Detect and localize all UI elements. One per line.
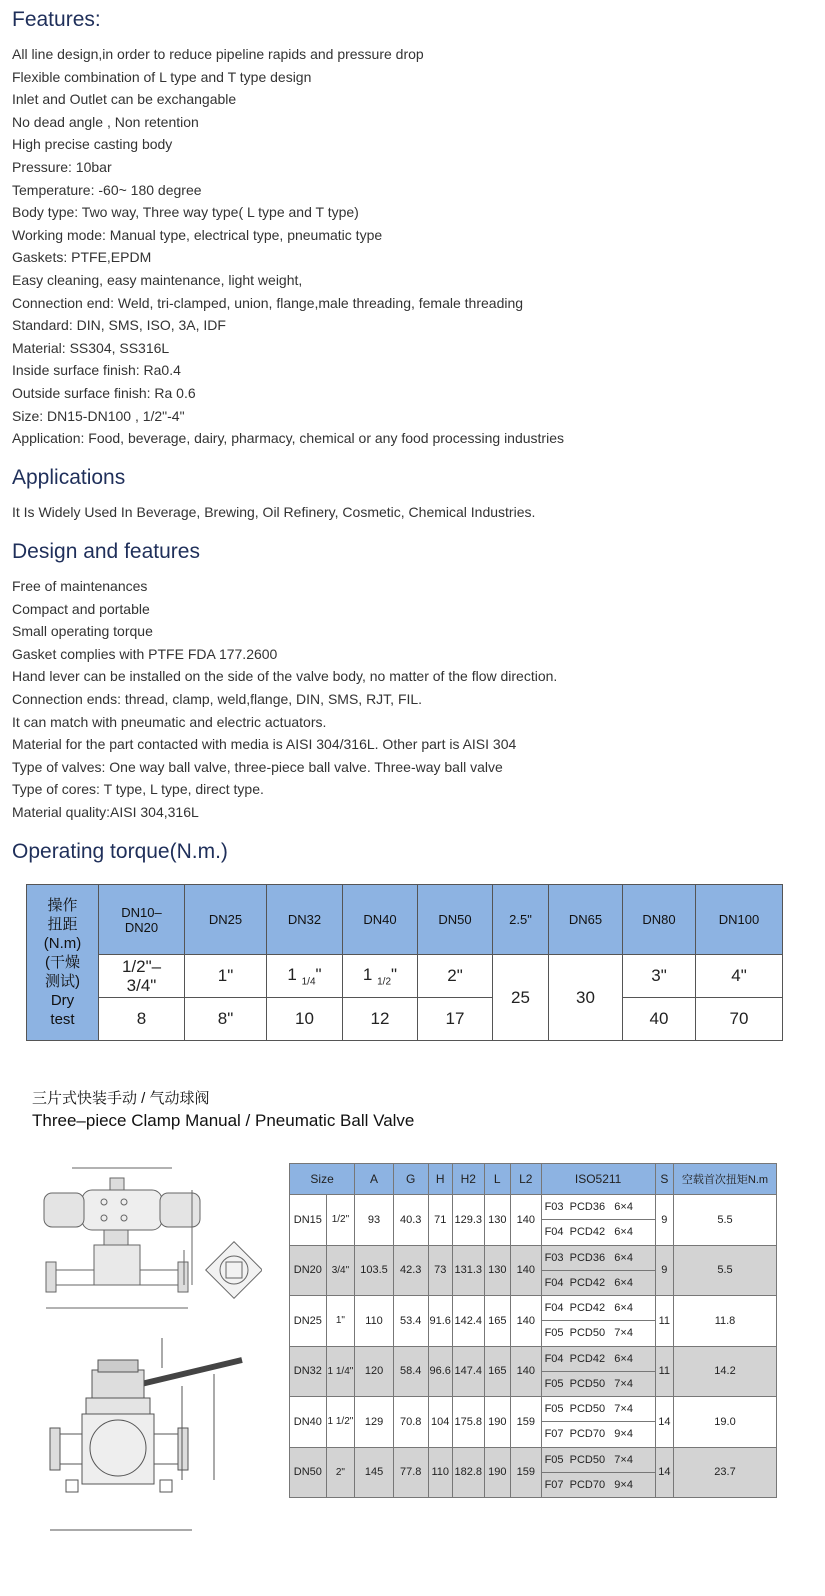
size-torque: 23.7 — [674, 1447, 777, 1498]
size-inch: 3/4" — [326, 1245, 355, 1296]
features-line: Size: DN15-DN100 , 1/2"-4" — [12, 407, 185, 424]
size-l: 190 — [484, 1447, 510, 1498]
features-line: Gaskets: PTFE,EPDM — [12, 249, 152, 266]
torque-value-4: 12 — [343, 998, 418, 1041]
size-s: 11 — [655, 1346, 673, 1397]
torque-header-dn100: DN100 — [696, 885, 783, 955]
features-line: Outside surface finish: Ra 0.6 — [12, 384, 196, 401]
size-iso5211: F05 PCD50 7×4 — [541, 1321, 655, 1346]
size-h: 91.6 — [428, 1296, 452, 1347]
torque-value-5: 17 — [418, 998, 493, 1041]
design-line: Free of maintenances — [12, 578, 148, 594]
size-h: 104 — [428, 1397, 452, 1448]
size-a: 110 — [355, 1296, 394, 1347]
features-line: High precise casting body — [12, 136, 173, 153]
size-header-a: A — [355, 1164, 394, 1195]
size-header-s: S — [655, 1164, 673, 1195]
size-inch: 1/2" — [326, 1195, 355, 1246]
size-l2: 140 — [511, 1346, 542, 1397]
size-dn: DN15 — [290, 1195, 327, 1246]
torque-inch-2: 1" — [185, 955, 267, 998]
size-header-h2: H2 — [452, 1164, 484, 1195]
features-line: All line design,in order to reduce pipeline rapids and pressure drop — [12, 46, 424, 62]
torque-merged-2-5: 25 — [493, 955, 549, 1041]
torque-value-2: 8" — [185, 998, 267, 1041]
size-iso5211: F04 PCD42 6×4 — [541, 1296, 655, 1321]
design-list — [12, 575, 557, 824]
size-s: 9 — [655, 1245, 673, 1296]
applications-list — [12, 501, 535, 524]
features-line: Application: Food, beverage, dairy, pharmacy, chemical or any food processing industries — [12, 430, 564, 447]
features-line: Body type: Two way, Three way type( L type and T type) — [12, 204, 359, 221]
pneumatic-valve-drawing — [32, 1160, 262, 1315]
torque-value-6: 40 — [623, 998, 696, 1041]
manual-valve-drawing — [32, 1330, 262, 1545]
size-h: 73 — [428, 1245, 452, 1296]
features-line: Working mode: Manual type, electrical type, pneumatic type — [12, 226, 383, 243]
size-iso5211: F05 PCD50 7×4 — [541, 1371, 655, 1396]
size-g: 77.8 — [393, 1447, 428, 1498]
product-title-en: Three–piece Clamp Manual / Pneumatic Ball Valve — [32, 1111, 415, 1130]
size-l: 130 — [484, 1195, 510, 1246]
size-iso5211: F05 PCD50 7×4 — [541, 1447, 655, 1472]
features-line: No dead angle , Non retention — [12, 113, 199, 130]
torque-header-dn32: DN32 — [267, 885, 343, 955]
torque-inch-4: 1 $_{1/2}$" — [343, 955, 418, 998]
torque-header-dn65: DN65 — [549, 885, 623, 955]
design-line: Type of valves: One way ball valve, three-piece ball valve. Three-way ball valve — [12, 758, 503, 775]
features-line: Inside surface finish: Ra0.4 — [12, 362, 181, 379]
size-dn: DN20 — [290, 1245, 327, 1296]
features-line: Standard: DIN, SMS, ISO, 3A, IDF — [12, 317, 226, 334]
size-l: 165 — [484, 1346, 510, 1397]
size-torque: 5.5 — [674, 1245, 777, 1296]
size-g: 40.3 — [393, 1195, 428, 1246]
size-h2: 175.8 — [452, 1397, 484, 1448]
size-l2: 159 — [511, 1397, 542, 1448]
features-line: Material: SS304, SS316L — [12, 339, 170, 356]
size-iso5211: F07 PCD70 9×4 — [541, 1422, 655, 1447]
torque-inch-5: 2" — [418, 955, 493, 998]
size-dn: DN25 — [290, 1296, 327, 1347]
torque-inch-3: 1 $_{1/4}$" — [267, 955, 343, 998]
size-h2: 129.3 — [452, 1195, 484, 1246]
size-g: 53.4 — [393, 1296, 428, 1347]
size-l: 190 — [484, 1397, 510, 1448]
size-h2: 147.4 — [452, 1346, 484, 1397]
product-title-cn: 三片式快装手动 / 气动球阀 — [32, 1090, 210, 1107]
size-header-h: H — [428, 1164, 452, 1195]
size-s: 14 — [655, 1397, 673, 1448]
features-line: Temperature: -60~ 180 degree — [12, 181, 202, 198]
size-header-l: L — [484, 1164, 510, 1195]
applications-line: It Is Widely Used In Beverage, Brewing, Oil Refinery, Cosmetic, Chemical Industries. — [12, 504, 536, 520]
design-line: Material for the part contacted with media is AISI 304/316L. Other part is AISI 304 — [12, 736, 517, 753]
design-line: Connection ends: thread, clamp, weld,flange, DIN, SMS, RJT, FIL. — [12, 690, 423, 707]
design-title: Design and features — [12, 540, 200, 563]
size-l2: 140 — [511, 1296, 542, 1347]
size-h: 110 — [428, 1447, 452, 1498]
size-iso5211: F03 PCD36 6×4 — [541, 1245, 655, 1270]
torque-table — [26, 884, 783, 1041]
size-iso5211: F07 PCD70 9×4 — [541, 1472, 655, 1497]
size-g: 70.8 — [393, 1397, 428, 1448]
size-g: 42.3 — [393, 1245, 428, 1296]
size-header-size: Size — [290, 1164, 355, 1195]
torque-header-dn10-dn20: DN10– DN20 — [99, 885, 185, 955]
torque-value-7: 70 — [696, 998, 783, 1041]
torque-value-3: 10 — [267, 998, 343, 1041]
size-inch: 1 1/2" — [326, 1397, 355, 1448]
torque-inch-1: 1/2"– 3/4" — [99, 955, 185, 998]
applications-title: Applications — [12, 466, 126, 489]
size-iso5211: F04 PCD42 6×4 — [541, 1270, 655, 1295]
size-header-iso5211: ISO5211 — [541, 1164, 655, 1195]
size-l2: 140 — [511, 1195, 542, 1246]
size-dn: DN50 — [290, 1447, 327, 1498]
size-iso5211: F05 PCD50 7×4 — [541, 1397, 655, 1422]
torque-header-dn25: DN25 — [185, 885, 267, 955]
torque-inch-6: 3" — [623, 955, 696, 998]
size-header-l2: L2 — [511, 1164, 542, 1195]
size-g: 58.4 — [393, 1346, 428, 1397]
design-line: Type of cores: T type, L type, direct type. — [12, 781, 264, 798]
torque-value-1: 8 — [99, 998, 185, 1041]
torque-header-dn50: DN50 — [418, 885, 493, 955]
design-line: Small operating torque — [12, 623, 153, 640]
size-a: 103.5 — [355, 1245, 394, 1296]
design-line: Gasket complies with PTFE FDA 177.2600 — [12, 645, 278, 662]
size-torque: 14.2 — [674, 1346, 777, 1397]
design-line: Hand lever can be installed on the side of the valve body, no matter of the flow direction. — [12, 668, 558, 685]
torque-merged-dn65: 30 — [549, 955, 623, 1041]
size-iso5211: F04 PCD42 6×4 — [541, 1346, 655, 1371]
size-inch: 1" — [326, 1296, 355, 1347]
features-line: Connection end: Weld, tri-clamped, union, flange,male threading, female threading — [12, 294, 524, 311]
features-list — [12, 43, 564, 450]
size-h2: 142.4 — [452, 1296, 484, 1347]
size-iso5211: F03 PCD36 6×4 — [541, 1195, 655, 1220]
size-l2: 140 — [511, 1245, 542, 1296]
size-s: 11 — [655, 1296, 673, 1347]
size-a: 145 — [355, 1447, 394, 1498]
size-header-g: G — [393, 1164, 428, 1195]
size-iso5211: F04 PCD42 6×4 — [541, 1220, 655, 1245]
size-header-torque: 空载首次扭矩N.m — [674, 1164, 777, 1195]
size-h2: 131.3 — [452, 1245, 484, 1296]
size-h2: 182.8 — [452, 1447, 484, 1498]
features-line: Flexible combination of L type and T type design — [12, 68, 312, 85]
torque-title: Operating torque(N.m.) — [12, 840, 228, 863]
size-dn: DN40 — [290, 1397, 327, 1448]
torque-inch-7: 4" — [696, 955, 783, 998]
size-torque: 11.8 — [674, 1296, 777, 1347]
size-l2: 159 — [511, 1447, 542, 1498]
size-torque: 5.5 — [674, 1195, 777, 1246]
features-title: Features: — [12, 8, 101, 31]
features-line: Pressure: 10bar — [12, 158, 112, 175]
torque-header-dn40: DN40 — [343, 885, 418, 955]
size-torque: 19.0 — [674, 1397, 777, 1448]
size-a: 129 — [355, 1397, 394, 1448]
size-h: 96.6 — [428, 1346, 452, 1397]
features-line: Inlet and Outlet can be exchangable — [12, 91, 237, 108]
size-inch: 1 1/4" — [326, 1346, 355, 1397]
size-s: 9 — [655, 1195, 673, 1246]
design-line: Compact and portable — [12, 600, 150, 617]
size-l: 165 — [484, 1296, 510, 1347]
design-line: It can match with pneumatic and electric actuators. — [12, 713, 327, 730]
size-a: 93 — [355, 1195, 394, 1246]
size-h: 71 — [428, 1195, 452, 1246]
torque-row-header: 操作 扭距 (N.m) (干燥 测试) Dry test — [27, 885, 99, 1041]
size-a: 120 — [355, 1346, 394, 1397]
torque-header-2-5: 2.5" — [493, 885, 549, 955]
size-inch: 2" — [326, 1447, 355, 1498]
design-line: Material quality:AISI 304,316L — [12, 803, 199, 820]
features-line: Easy cleaning, easy maintenance, light weight, — [12, 271, 303, 288]
size-l: 130 — [484, 1245, 510, 1296]
size-dn: DN32 — [290, 1346, 327, 1397]
size-s: 14 — [655, 1447, 673, 1498]
torque-header-dn80: DN80 — [623, 885, 696, 955]
size-table — [289, 1163, 777, 1498]
